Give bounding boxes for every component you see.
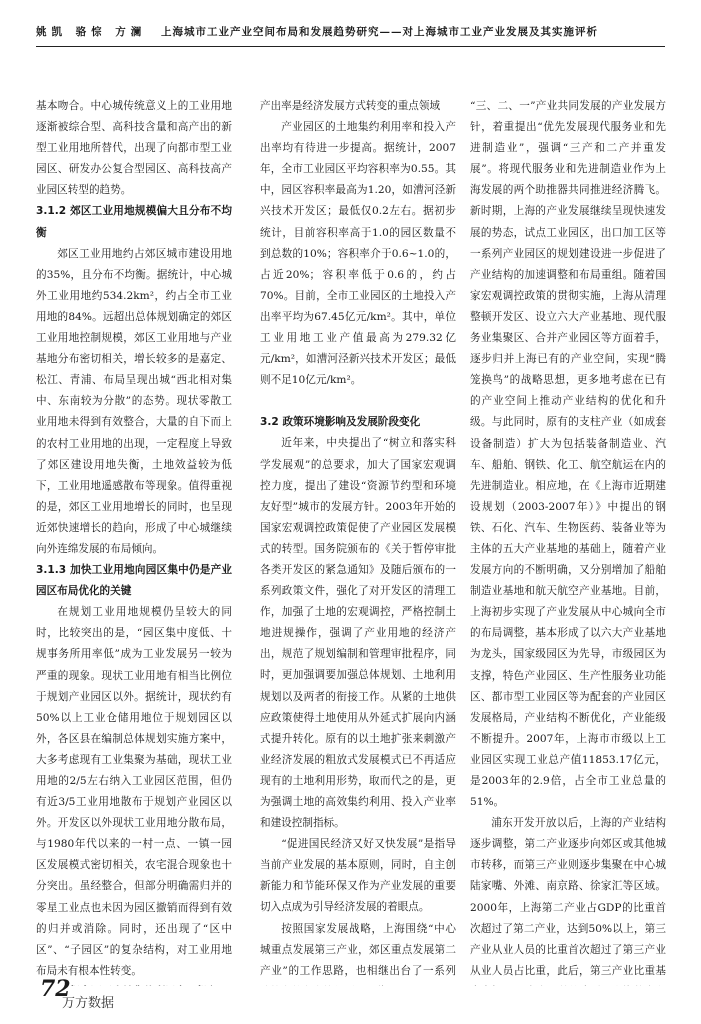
paragraph: 产业园区的土地集约利用率和投入产出率均有待进一步提高。据统计，2007年，全市工业园区平均容积率为0.55。其中，园区容积率最高为1.20，如漕河泾新兴技术开发区；最低仅0.2左右。据初步统计，目前容积率高于1.0的园区数量不到总数的10%；容积率介于0.6~1.0的，占近20%；容积率低于0.6的，约占70%。目前，全市工业园区的土地投入产出率平均为67.45亿元/km²。其中，单位工业用地工业产值最高为279.32亿元/km²，如漕河泾新兴技术开发区；最低则不足10亿元/km²。 [260,121,456,387]
paragraph: 郊区工业用地约占郊区城市建设用地的35%，且分布不均衡。据统计，中心城外工业用地约534.2km²，约占全市工业用地的84%。远超出总体规划确定的郊区工业用地控制规模，郊区工业用地与产业基地分布密切相关，增长较多的是嘉定、松江、青浦、布局呈现出城“西北相对集中、东南较为分散”的态势。现状零散工业用地未得到有效整合，大量的自下而上的农村工业用地的出现，一定程度上导致了郊区建设用地失衡，土地效益较为低下，工业用地遥感散布等现象。值得重视的是，郊区工业用地增长的同时，也呈现近郊快速增长的趋向，形成了中心城继续向外连绵发展的布局倾向。 [36,247,232,555]
header-rule [36,46,665,47]
paragraph: 在规划工业用地规模仍呈较大的同时，比较突出的是，“园区集中度低、十规事务所用率低”成为工业发展另一较为严重的现象。现状工业用地有相当比例位于规划产业园区以外。据统计，现状约有50%以上工业仓储用地位于规划园区以外，各区县在编制总体规划实施方案中，大多考虑现有工业集聚为基础，现状工业用地的2/5左右纳入工业园区范围，但仍有近3/5工业用地散布于规划产业园区以外。开发区以外现状工业用地分散布局，与1980年代以来的一村一点、一镇一园区发展模式密切相关，农宅混合现象也十分突出。虽经整合，但部分明确需归并的零星工业点也未因为园区撤销而得到有效的归并或消除。同时，还出现了“区中区”、“子园区”的复杂结构，对工业用地布局未有根本性转变。 [36,606,232,977]
paragraph: 产出率是经济发展方式转变的重点领域 [260,100,441,112]
section-heading-3-1-3: 3.1.3 加快工业用地向园区集中仍是产业园区布局优化的关键 [36,564,232,598]
header-authors: 姚凯 骆悰 方澜 [36,26,147,38]
section-heading-3-2: 3.2 政策环境影响及发展阶段变化 [260,416,421,429]
paragraph: 浦东开发开放以后，上海的产业结构逐步调整，第二产业逐步向郊区或其他城市转移，而第三产业则逐步集聚在中心城陆家嘴、外滩、南京路、徐家汇等区域。2000年，上海第二产业占GDP的比重首次超过了第二产业，达到50%以上，第三产业从业人员的比重首次超过了第三产业从业人员占比重，此后，第三产业比重基 [470,817,666,977]
running-head [36,24,665,42]
header-title: 上海城市工业产业空间布局和发展趋势研究——对上海城市工业产业发展及其实施评析 [160,26,598,38]
column-left [36,96,232,986]
column-middle [260,96,456,986]
page-number: 72 [40,976,71,1002]
column-right [470,96,666,986]
paragraph: “三、二、一”产业共同发展的产业发展方针，着重提出“优先发展现代服务业和先进制造业”，强调“三产和二产并重发展”。将现代服务业和先进制造业作为上海发展的两个助推器共同推进经济腾飞。新时期，上海的产业发展继续呈现快速发展的势态，试点工业园区，出口加工区等一系列产业园区的规划建设进一步促进了产业结构的加速调整和布局重组。随着国家宏观调控政策的贯彻实施，上海从清理整顿开发区、设立六大产业基地、现代服务业集聚区、合并产业园区等方面着手，逐步归并上海已有的产业空间，实现“腾笼换鸟”的战略思想，更多地考虑在已有的产业空间上推动产业结构的优化和升级。与此同时，原有的支柱产业（如成套设备制造）扩大为包括装备制造业、汽车、船舶、钢铁、化工、航空航运在内的先进制造业。相应地，在《上海市近期建设规划（2003-2007年）》中提出的钢铁、石化、汽车、生物医药、装备业等为主体的五大产业基地的基础上，随着产业发展方向的不断明确，又分别增加了船舶制造业基地和航天航空产业基地。目前，上海初步实现了产业发展从中心城向全市的布局调整，基本形成了以六大产业基地为龙头，国家级园区为先导，市级园区为支撑，特色产业园区、生产性服务业功能区、都市型工业园区等为配套的产业园区发展格局，产业结构不断优化，产业能级不断提升。2007年，上海市市级以上工业园区实现工业总产值11853.17亿元，是2003年的2.9倍，占全市工业总量的51%。 [470,100,666,809]
section-heading-3-1-2: 3.1.2 郊区工业用地规模偏大且分布不均衡 [36,205,232,239]
paragraph: 基本吻合。中心城传统意义上的工业用地逐渐被综合型、高科技含量和高产出的新型工业用地所替代，出现了向都市型工业园区、研发办公复合型园区、高科技高产业园区转型的趋势。 [36,100,232,197]
paragraph: “促进国民经济又好又快发展”是指导当前产业发展的基本原则，同时，自主创新能力和节能环保又作为产业发展的重要切入点成为引导经济发展的着眼点。 [260,838,456,914]
paragraph: 近年来，中央提出了“树立和落实科学发展观”的总要求，加大了国家宏观调控力度，提出了建设“资源节约型和环境友好型”城市的发展方针。2003年开始的国家宏观调控政策促使了产业园区发展模式的转型。国务院颁布的《关于暂停审批各类开发区的紧急通知》及随后颁布的一系列政策文件，强化了对开发区的清理工作，加强了土地的宏观调控，严格控制土地进规操作，强调了产业用地的经济产出，规范了规划编制和管理审批程序，同时，更加强调要加强总体规划、土地利用规划以及两者的衔接工作。从紧的土地供应政策使得土地使用从外延式扩展向内涵式提升转化。原有的以土地扩张来刺激产业经济发展的粗放式发展模式已不再适应现有的土地利用形势，取而代之的是，更为强调土地的高效集约利用、投入产业率和建设控制指标。 [260,437,456,830]
watermark: 万方数据 [62,996,115,1011]
paragraph: 按照国家发展战略，上海围绕“中心城重点发展第三产业，郊区重点发展第二产业”的工作思路，也相继出台了一系列 [260,922,456,977]
